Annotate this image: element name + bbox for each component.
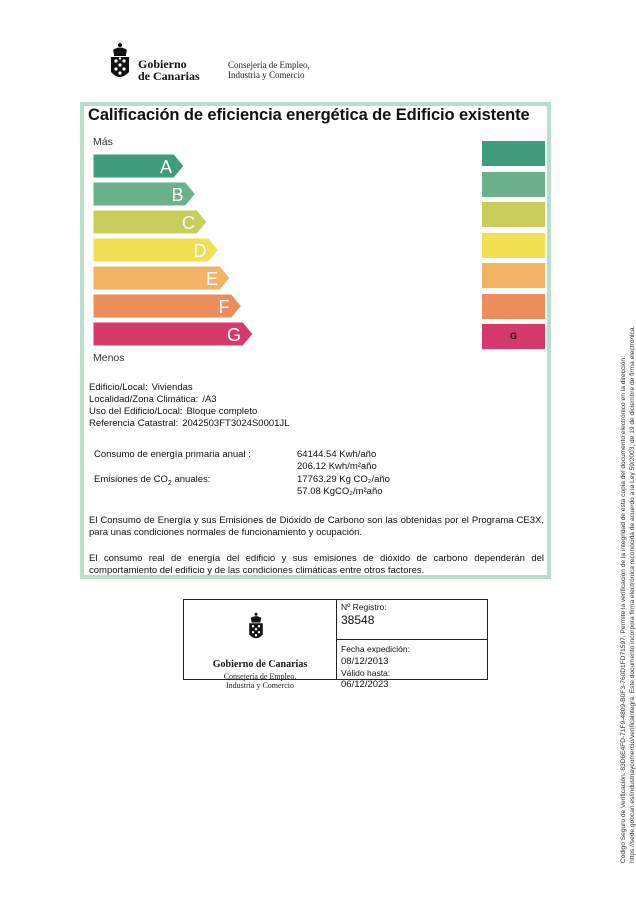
issue-date: 08/12/2013 bbox=[341, 656, 389, 667]
scale-letter-c: C bbox=[182, 213, 195, 233]
rating-swatch-e bbox=[482, 263, 545, 288]
department-name: Consejería de Empleo, Industria y Comercio bbox=[228, 60, 310, 80]
scale-letter-f: F bbox=[218, 297, 230, 317]
energy-consumption-per-m2: 206.12 Kwh/m²año bbox=[297, 461, 377, 472]
registry-number: 38548 bbox=[341, 613, 375, 627]
emissions-per-m2: 57.08 KgCO₂/m²año bbox=[297, 486, 383, 497]
rating-swatch-a bbox=[482, 141, 545, 166]
rating-swatch-c bbox=[482, 202, 545, 227]
building-use-row: Edificio/Local: Viviendas bbox=[89, 382, 193, 393]
registry-label: Nº Registro: bbox=[341, 602, 387, 612]
energy-consumption-label: Consumo de energía primaria anual : bbox=[94, 449, 251, 460]
registration-divider bbox=[336, 639, 488, 640]
scale-top-label: Más bbox=[93, 136, 113, 148]
coat-of-arms-icon bbox=[246, 612, 266, 642]
energy-consumption-total: 64144.54 Kwh/año bbox=[297, 449, 377, 460]
registration-department: Consejería de Empleo, Industria y Comercio bbox=[223, 672, 297, 690]
valid-until-date: 06/12/2023 bbox=[341, 679, 389, 690]
rating-swatch-d bbox=[482, 233, 545, 258]
emissions-total: 17763.29 Kg CO₂/año bbox=[297, 474, 390, 485]
climate-zone-row: Localidad/Zona Climática: /A3 bbox=[89, 394, 217, 405]
scale-letter-b: B bbox=[171, 185, 184, 205]
coat-of-arms-icon bbox=[108, 42, 132, 82]
rating-badge: G bbox=[509, 331, 517, 341]
building-type-row: Uso del Edificio/Local: Bloque completo bbox=[89, 406, 258, 417]
issue-date-label: Fecha expedición: bbox=[341, 644, 410, 654]
scale-bottom-label: Menos bbox=[93, 352, 125, 364]
scale-letter-e: E bbox=[205, 269, 218, 289]
rating-swatch-g bbox=[482, 324, 545, 349]
emissions-label: Emisiones de $CO_2$ anuales: bbox=[94, 474, 211, 487]
certificate-title: Calificación de eficiencia energética de Edificio existente bbox=[88, 106, 530, 124]
note-paragraph-2: El consumo real de energía del edificio y sus emisiones de dióxido de carbono dependerán del comportamiento del edificio y de las condiciones climáticas entre otros factores. bbox=[89, 553, 544, 576]
registration-government-name: Gobierno de Canarias bbox=[212, 659, 308, 670]
cadastral-reference-row: Referencia Catastral: 2042503FT3024S0001JL bbox=[89, 418, 290, 429]
note-paragraph-1: El Consumo de Energía y sus Emisiones de Dióxido de Carbono son las obtenidas por el Programa CE3X, para unas condiciones normales de funcionamiento y ocupación. bbox=[89, 515, 544, 538]
scale-letter-a: A bbox=[159, 157, 172, 177]
valid-until-label: Válido hasta: bbox=[341, 668, 391, 678]
rating-swatch-f bbox=[482, 294, 545, 319]
rating-swatch-b bbox=[482, 172, 545, 197]
energy-scale bbox=[92, 154, 254, 352]
verification-text: Código Seguro de Verificación: 83D6E4FD-71F9-4809-B0F3-760D1FD71597. Permite la verificación de la integridad de esta copia del documento electrónico en la dirección: https://sede.gobcan.es/industriaycomercio/verificaintegra. Este documento incorpora firma electrónica reconocida de acuerdo a la Ley 59/2003, de 19 de diciembre de firma electrónica. bbox=[620, 325, 636, 863]
scale-letter-d: D bbox=[193, 241, 207, 261]
scale-letter-g: G bbox=[226, 325, 241, 345]
government-name: Gobierno de Canarias bbox=[138, 57, 200, 83]
